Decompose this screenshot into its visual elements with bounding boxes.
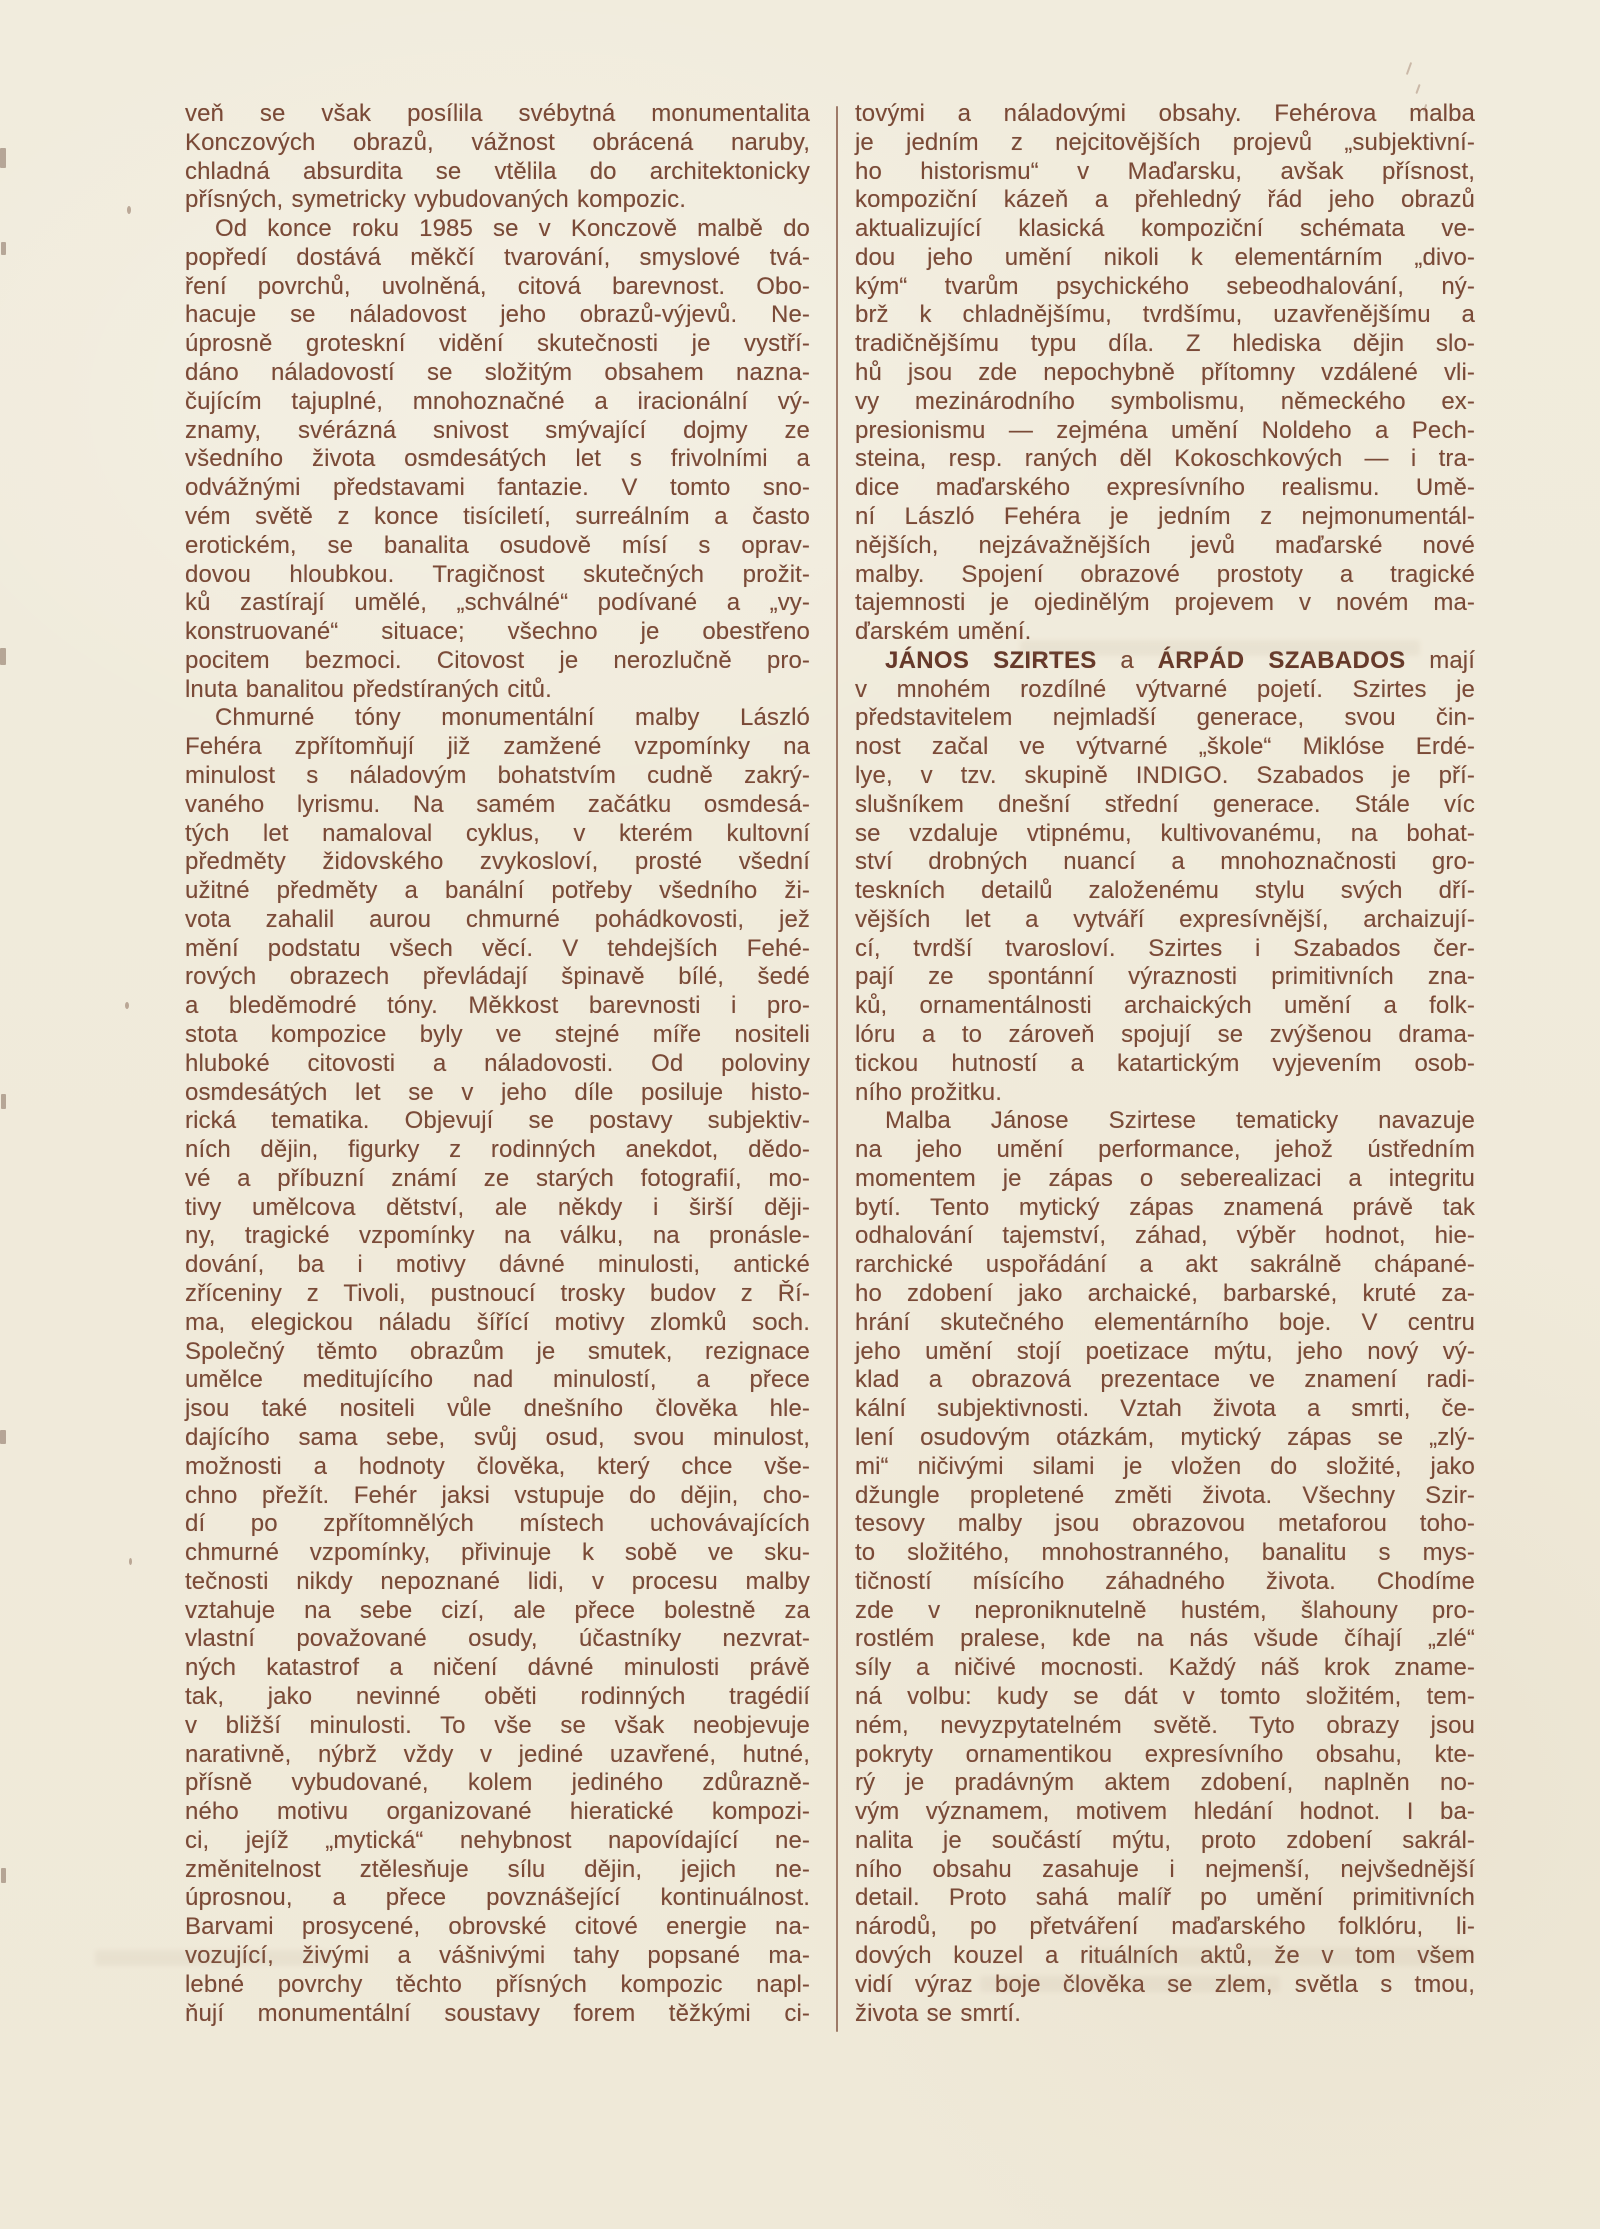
scan-edge-mark <box>1 1094 6 1109</box>
text-line: čujícím tajuplné, mnohoznačné a iracionální vý- <box>185 387 810 415</box>
text-line: rových obrazech převládají špinavě bílé, šedé <box>185 963 810 991</box>
text-line: ných katastrof a ničení dávné minulosti právě <box>185 1654 810 1682</box>
text-line: minulost s náladovým bohatstvím cudně zakrý- <box>185 761 810 789</box>
text-line: úprosnou, a přece povznášející kontinuálnost. <box>185 1884 810 1912</box>
text-line: předměty židovského zvykosloví, prosté všední <box>185 848 810 876</box>
scan-edge-mark <box>1 1868 6 1883</box>
text-line: vém světě z konce tisíciletí, surreálním a často <box>185 502 810 530</box>
scan-edge-mark <box>0 148 6 168</box>
text-line: zříceniny z Tivoli, pustnoucí trosky budov z Ří- <box>185 1280 810 1308</box>
text-line: na jeho umění performance, jehož ústředním <box>855 1136 1475 1164</box>
text-line: malby. Spojení obrazové prostoty a tragické <box>855 560 1475 588</box>
text-line: představitelem nejmladší generace, svou čin- <box>855 704 1475 732</box>
text-line: tovými a náladovými obsahy. Fehérova malba <box>855 100 1475 127</box>
text-line: hluboké citovosti a náladovosti. Od poloviny <box>185 1049 810 1077</box>
text-line: se vzdaluje vtipnému, kultivovanému, na bohat- <box>855 819 1475 847</box>
text-line: džungle propletené změti života. Všechny Szir- <box>855 1481 1475 1509</box>
text-line: lení osudovým otázkám, mytický zápas se „zlý- <box>855 1423 1475 1451</box>
scan-edge-mark <box>0 1430 6 1444</box>
text-line: odvážnými představami fantazie. V tomto sno- <box>185 474 810 502</box>
text-line: dovou hloubkou. Tragičnost skutečných prožit- <box>185 560 810 588</box>
text-line: pokryty ornamentikou expresívního obsahu, kte- <box>855 1740 1475 1768</box>
text-line: užitné předměty a banální potřeby všedního ži- <box>185 877 810 905</box>
text-line: hrání skutečného elementárního boje. V centru <box>855 1308 1475 1336</box>
text-line: přísně vybudované, kolem jediného zdůrazně- <box>185 1769 810 1797</box>
text-line: vým významem, motivem hledání hodnot. I ba- <box>855 1798 1475 1826</box>
text-line: nějších, nejzávažnějších jevů maďarské nové <box>855 531 1475 559</box>
text-line: konstruované“ situace; všechno je obestřeno <box>185 618 810 646</box>
showthrough-ghost <box>980 1976 1280 1992</box>
text-line: hacuje se náladovost jeho obrazů-výjevů. Ne- <box>185 301 810 329</box>
text-line: v mnohém rozdílné výtvarné pojetí. Szirtes je <box>855 675 1475 703</box>
text-line: klad a obrazová prezentace ve znamení radi- <box>855 1366 1475 1394</box>
text-line: detail. Proto sahá malíř po umění primitivních <box>855 1884 1475 1912</box>
text-line: popředí dostává měkčí tvarování, smyslové tvá- <box>185 243 810 271</box>
showthrough-ghost <box>95 1950 330 1966</box>
text-line: narativně, nýbrž vždy v jediné uzavřené, hutné, <box>185 1740 810 1768</box>
text-line: a bleděmodré tóny. Měkkost barevnosti i pro- <box>185 992 810 1020</box>
text-line: dáno náladovostí se složitým obsahem nazna- <box>185 359 810 387</box>
text-line: ní László Fehéra je jedním z nejmonumentál- <box>855 502 1475 530</box>
text-line: lebné povrchy těchto přísných kompozic napl- <box>185 1970 810 1998</box>
text-line: dí po zpřítomnělých místech uchovávajících <box>185 1510 810 1538</box>
scan-speck <box>129 1558 132 1565</box>
text-line: vota zahalil aurou chmurné pohádkovosti, jež <box>185 905 810 933</box>
text-line: umělce meditujícího nad minulostí, a přece <box>185 1366 810 1394</box>
text-line: teskních detailů založenému stylu svých dří- <box>855 877 1475 905</box>
text-line: aktualizující klasická kompoziční schémata ve- <box>855 215 1475 243</box>
text-line: tradičnějšímu typu díla. Z hlediska dějin slo- <box>855 330 1475 358</box>
scan-speck <box>127 206 131 214</box>
text-line: života se smrtí. <box>855 1999 1021 2027</box>
text-column-left <box>185 100 810 2028</box>
text-line: změnitelnost ztělesňuje sílu dějin, jejich ne- <box>185 1855 810 1883</box>
text-line: dajícího sama sebe, svůj osud, svou minulost, <box>185 1423 810 1451</box>
text-line: dování, ba i motivy dávné minulosti, antické <box>185 1251 810 1279</box>
text-line: je jedním z nejcitovějších projevů „subjektivní- <box>855 128 1475 156</box>
text-line: zde v neproniknutelně hustém, šlahouny pro- <box>855 1596 1475 1624</box>
text-line: přísných, symetricky vybudovaných kompozic. <box>185 186 686 214</box>
text-line: dou jeho umění nikoli k elementárním „divo- <box>855 243 1475 271</box>
text-line: vztahuje na sebe cizí, ale přece bolestně za <box>185 1596 810 1624</box>
text-line: ření povrchů, uvolněná, citová barevnost. Obo- <box>185 272 810 300</box>
text-line: vějších let a vytváří expresívnější, archaizují- <box>855 905 1475 933</box>
text-line: slušníkem dnešní střední generace. Stále víc <box>855 790 1475 818</box>
text-line: steina, resp. raných děl Kokoschkových — i tra- <box>855 445 1475 473</box>
text-line: pocitem bezmoci. Citovost je nerozlučně pro- <box>185 646 810 674</box>
text-line: vozující, živými a vášnivými tahy popsané ma- <box>185 1942 810 1969</box>
text-line: chno přežít. Fehér jaksi vstupuje do dějin, cho- <box>185 1481 810 1509</box>
text-line: jeho umění stojí poetizace mýtu, jeho nový vý- <box>855 1337 1475 1365</box>
text-line: vy mezinárodního symbolismu, německého ex- <box>855 387 1475 415</box>
text-line: Konczových obrazů, vážnost obrácená naruby, <box>185 128 810 156</box>
text-line: ma, elegickou náladu šířící motivy zlomků soch. <box>185 1308 810 1336</box>
text-line: momentem je zápas o seberealizaci a integritu <box>855 1164 1475 1192</box>
text-line: vidí výraz boje člověka se zlem, světla s tmou, <box>855 1970 1475 1998</box>
text-line: lye, v tzv. skupině INDIGO. Szabados je pří- <box>855 761 1475 789</box>
text-line: odhalování tajemství, záhad, výběr hodnot, hie- <box>855 1222 1475 1250</box>
text-line: stota kompozice byly ve stejné míře nositeli <box>185 1021 810 1048</box>
text-line: jsou také nositeli vůle dnešního člověka hle- <box>185 1395 810 1423</box>
text-line: ků, ornamentálnosti archaických umění a folk- <box>855 992 1475 1020</box>
text-line: možnosti a hodnoty člověka, který chce vše- <box>185 1452 810 1480</box>
text-line: úprosně groteskní vidění skutečnosti je vystří- <box>185 330 810 358</box>
text-line: Od konce roku 1985 se v Konczově malbě do <box>215 215 810 243</box>
text-line: osmdesátých let se v jeho díle posiluje histo- <box>185 1078 810 1106</box>
text-line: rý je pradávným aktem zdobení, naplněn no- <box>855 1769 1475 1797</box>
text-line: znamy, svérázná snivost smývající dojmy ze <box>185 416 810 444</box>
column-divider-rule <box>836 106 838 2032</box>
text-line: Fehéra zpřítomňují již zamžené vzpomínky na <box>185 733 810 761</box>
pencil-mark <box>1415 84 1420 94</box>
text-line: vlastní považované osudy, účastníky nezvrat- <box>185 1625 810 1653</box>
text-line: dice maďarského expresívního realismu. Umě- <box>855 474 1475 502</box>
text-line: cí, tvrdší tvarosloví. Szirtes i Szabados čer- <box>855 934 1475 962</box>
text-line: rarchické uspořádání a akt sakrálně chápané- <box>855 1251 1475 1279</box>
text-line: ňují monumentální soustavy forem těžkými ci- <box>185 1999 810 2027</box>
text-line: pají ze spontánní výraznosti primitivních zna- <box>855 963 1475 991</box>
text-line: národů, po přetváření maďarského folklóru, li- <box>855 1913 1475 1941</box>
text-line: to složitého, mnohostranného, banalitu s mys- <box>855 1539 1475 1567</box>
text-line: vaného lyrismu. Na samém začátku osmdesá- <box>185 790 810 818</box>
text-line: tesovy malby jsou obrazovou metaforou toho- <box>855 1510 1475 1538</box>
text-line: chmurné vzpomínky, přivinuje k sobě ve sku- <box>185 1539 810 1567</box>
text-line: tak, jako nevinné oběti rodinných tragédií <box>185 1682 810 1710</box>
text-line: ho zdobení jako archaické, barbarské, kruté za- <box>855 1280 1475 1308</box>
text-line: bytí. Tento mytický zápas znamená právě tak <box>855 1193 1475 1221</box>
text-line: rostlém pralese, kde na nás všude číhají „zlé“ <box>855 1625 1475 1653</box>
text-line: tičností mísícího záhadného života. Chodíme <box>855 1567 1475 1595</box>
text-line: vé a příbuzní známí ze starých fotografií, mo- <box>185 1164 810 1192</box>
text-line: ny, tragické vzpomínky na válku, na pronásle- <box>185 1222 810 1250</box>
text-line: tečnosti nikdy nepoznané lidi, v procesu malby <box>185 1567 810 1595</box>
text-line: JÁNOS SZIRTES a ÁRPÁD SZABADOS mají <box>885 646 1475 674</box>
text-line: brž k chladnějšímu, tvrdšímu, uzavřenějšímu a <box>855 301 1475 329</box>
text-line: rická tematika. Objevují se postavy subjektiv- <box>185 1107 810 1135</box>
text-column-right <box>855 100 1475 2028</box>
text-line: chladná absurdita se vtělila do architektonicky <box>185 157 810 185</box>
text-line: ho historismu“ v Maďarsku, avšak přísnost, <box>855 157 1475 185</box>
text-line: kální subjektivnosti. Vztah života a smrti, če- <box>855 1395 1475 1423</box>
text-line: lóru a to zároveň spojují se zvýšenou drama- <box>855 1021 1475 1048</box>
scan-edge-mark <box>1 242 6 255</box>
text-line: mění podstatu všech věcí. V tehdejších Fehé- <box>185 934 810 962</box>
text-line: ného motivu organizované hieratické kompozi- <box>185 1798 810 1826</box>
text-line: všedního života osmdesátých let s frivolními a <box>185 445 810 473</box>
text-line: nalita je součástí mýtu, proto zdobení sakrál- <box>855 1826 1475 1854</box>
text-line: ků zastírají umělé, „schválné“ podívané a „vy- <box>185 589 810 617</box>
text-line: presionismu — zejména umění Noldeho a Pech- <box>855 416 1475 444</box>
scan-edge-mark <box>0 648 6 665</box>
pencil-mark <box>1406 62 1412 75</box>
text-line: Barvami prosycené, obrovské citové energie na- <box>185 1913 810 1941</box>
text-line: tajemnosti je ojedinělým projevem v novém ma- <box>855 589 1475 617</box>
text-line: Chmurné tóny monumentální malby László <box>215 704 810 732</box>
text-line: lnuta banalitou předstíraných citů. <box>185 675 552 703</box>
text-line: dových kouzel a rituálních aktů, že v tom všem <box>855 1942 1475 1969</box>
text-line: erotickém, se banalita osudově mísí s oprav- <box>185 531 810 559</box>
text-line: ci, jejíž „mytická“ nehybnost napovídající ne- <box>185 1826 810 1854</box>
showthrough-ghost <box>1020 640 1420 656</box>
text-line: ďarském umění. <box>855 618 1032 646</box>
text-line: ná volbu: kudy se dát v tomto složitém, tem- <box>855 1682 1475 1710</box>
text-line: mi“ ničivými silami je vložen do složité, jako <box>855 1452 1475 1480</box>
text-line: hů jsou zde nepochybně přítomny vzdálené vli- <box>855 359 1475 387</box>
text-line: kým“ tvarům psychického sebeodhalování, ný- <box>855 272 1475 300</box>
text-line: ném, nevyzpytatelném světě. Tyto obrazy jsou <box>855 1711 1475 1739</box>
text-line: tivy umělcova dětství, ale někdy i širší ději- <box>185 1193 810 1221</box>
text-line: tých let namaloval cyklus, v kterém kultovní <box>185 819 810 847</box>
text-line: ního obsahu zasahuje i nejmenší, nejvšednější <box>855 1855 1475 1883</box>
text-line: tickou hutností a katartickým vyjevením osob- <box>855 1049 1475 1077</box>
scan-speck <box>125 1002 129 1009</box>
text-line: ních dějin, figurky z rodinných anekdot, dědo- <box>185 1136 810 1164</box>
text-line: nost začal ve výtvarné „škole“ Miklóse Erdé- <box>855 733 1475 761</box>
text-line: Malba Jánose Szirtese tematicky navazuje <box>885 1107 1475 1135</box>
text-line: ství drobných nuancí a mnohoznačnosti gro- <box>855 848 1475 876</box>
text-line: ního prožitku. <box>855 1078 1002 1106</box>
text-line: síly a ničivé mocnosti. Každý náš krok zname- <box>855 1654 1475 1682</box>
showthrough-ghost <box>1090 1948 1470 1966</box>
text-line: veň se však posílila svébytná monumentalita <box>185 100 810 127</box>
text-line: Společný těmto obrazům je smutek, rezignace <box>185 1337 810 1365</box>
text-line: v bližší minulosti. To vše se však neobjevuje <box>185 1711 810 1739</box>
text-line: kompoziční kázeň a přehledný řád jeho obrazů <box>855 186 1475 214</box>
